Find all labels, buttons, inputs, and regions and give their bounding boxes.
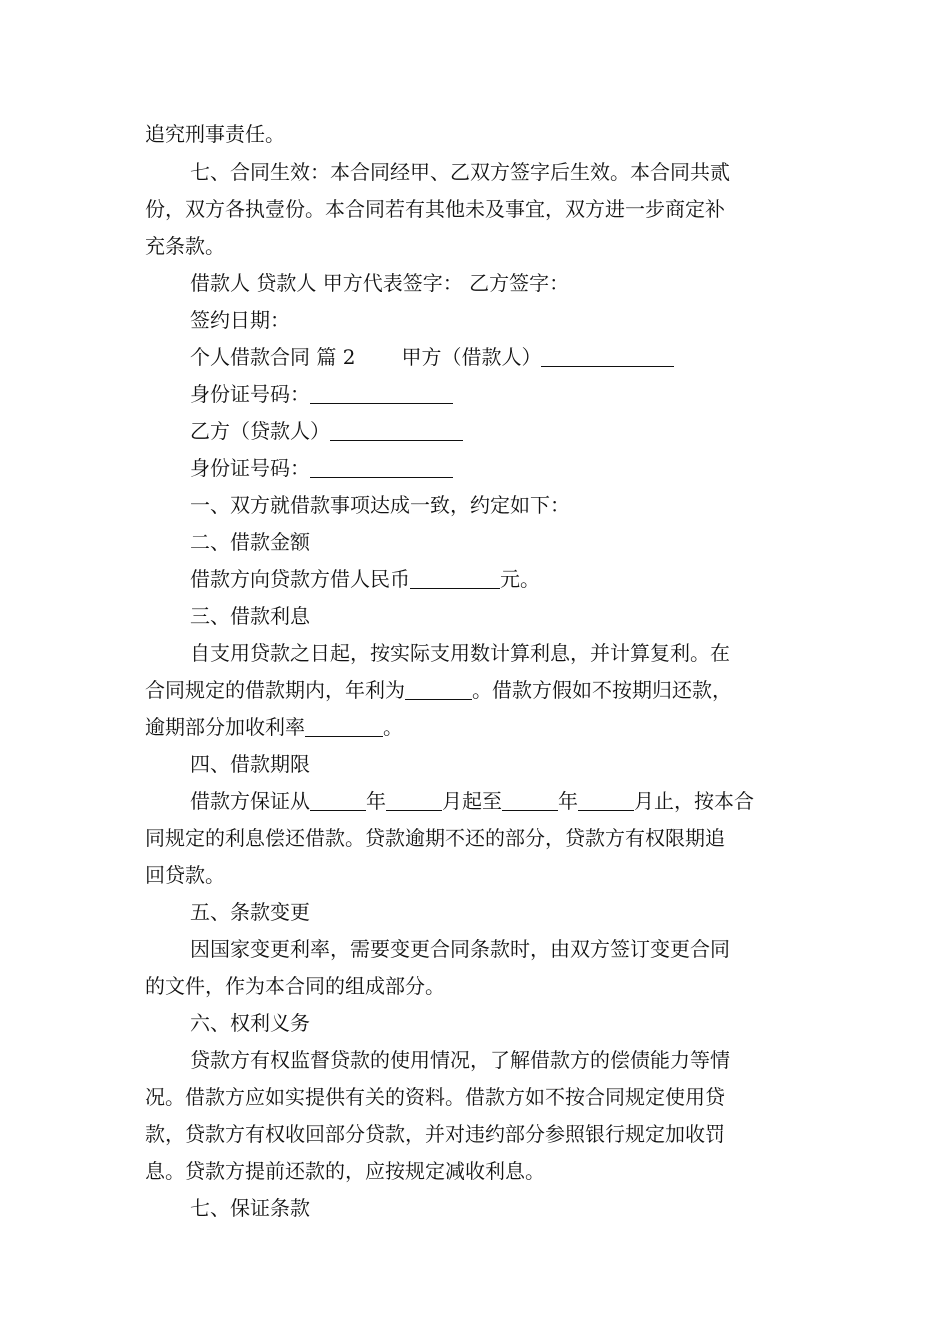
contract-heading-line bbox=[190, 339, 674, 376]
id-number-label: 身份证号码： bbox=[190, 382, 310, 406]
text-line: 的文件，作为本合同的组成部分。 bbox=[145, 974, 445, 998]
text-span: 。 bbox=[383, 715, 403, 739]
start-year-blank bbox=[310, 788, 366, 811]
text-line: 充条款。 bbox=[145, 234, 225, 258]
text-line bbox=[190, 783, 754, 820]
section-heading: 五、条款变更 bbox=[190, 900, 310, 924]
text-line: 七、合同生效：本合同经甲、乙双方签字后生效。本合同共贰 bbox=[190, 160, 730, 184]
text-span: 逾期部分加收利率 bbox=[145, 715, 305, 739]
text-line: 款，贷款方有权收回部分贷款，并对违约部分参照银行规定加收罚 bbox=[145, 1122, 725, 1146]
section-heading: 二、借款金额 bbox=[190, 530, 310, 554]
text-span: 月止，按本合 bbox=[634, 789, 754, 813]
text-line: 份，双方各执壹份。本合同若有其他未及事宜，双方进一步商定补 bbox=[145, 197, 725, 221]
text-line: 追究刑事责任。 bbox=[145, 122, 285, 146]
text-span: 年 bbox=[558, 789, 578, 813]
field-line bbox=[190, 450, 453, 487]
section-heading: 一、双方就借款事项达成一致，约定如下： bbox=[190, 493, 570, 517]
text-line: 贷款方有权监督贷款的使用情况，了解借款方的偿债能力等情 bbox=[190, 1048, 730, 1072]
text-line: 自支用贷款之日起，按实际支用数计算利息，并计算复利。在 bbox=[190, 641, 730, 665]
text-span: 借款方向贷款方借人民币 bbox=[190, 567, 410, 591]
party-b-blank bbox=[330, 418, 463, 441]
field-line bbox=[190, 376, 453, 413]
end-year-blank bbox=[502, 788, 558, 811]
text-line bbox=[190, 561, 540, 598]
id-number-blank bbox=[310, 381, 453, 404]
text-line: 回贷款。 bbox=[145, 863, 225, 887]
section-heading: 六、权利义务 bbox=[190, 1011, 310, 1035]
text-line: 因国家变更利率，需要变更合同条款时，由双方签订变更合同 bbox=[190, 937, 730, 961]
annual-rate-blank bbox=[405, 677, 472, 700]
text-span: 月起至 bbox=[442, 789, 502, 813]
section-heading: 三、借款利息 bbox=[190, 604, 310, 628]
party-a-label: 甲方（借款人） bbox=[401, 345, 542, 369]
text-span: 合同规定的借款期内，年利为 bbox=[145, 678, 405, 702]
id-number-blank bbox=[310, 455, 453, 478]
party-b-label: 乙方（贷款人） bbox=[190, 419, 330, 443]
field-line bbox=[190, 413, 463, 450]
text-line: 息。贷款方提前还款的，应按规定减收利息。 bbox=[145, 1159, 545, 1183]
contract-title: 个人借款合同 篇 2 bbox=[190, 345, 356, 369]
signature-line: 借款人 贷款人 甲方代表签字： 乙方签字： bbox=[190, 271, 570, 295]
amount-blank bbox=[410, 566, 500, 589]
text-line: 同规定的利息偿还借款。贷款逾期不还的部分，贷款方有权限期追 bbox=[145, 826, 725, 850]
party-a-blank bbox=[541, 344, 674, 367]
section-heading: 七、保证条款 bbox=[190, 1196, 310, 1220]
section-heading: 四、借款期限 bbox=[190, 752, 310, 776]
text-line bbox=[145, 709, 403, 746]
text-span: 元。 bbox=[500, 567, 540, 591]
signing-date-label: 签约日期： bbox=[190, 308, 290, 332]
text-span: 年 bbox=[366, 789, 386, 813]
text-span: 借款方保证从 bbox=[190, 789, 310, 813]
text-line: 况。借款方应如实提供有关的资料。借款方如不按合同规定使用贷 bbox=[145, 1085, 725, 1109]
text-line bbox=[145, 672, 732, 709]
end-month-blank bbox=[578, 788, 634, 811]
id-number-label: 身份证号码： bbox=[190, 456, 310, 480]
start-month-blank bbox=[386, 788, 442, 811]
text-span: 。借款方假如不按期归还款， bbox=[472, 678, 732, 702]
penalty-rate-blank bbox=[305, 714, 383, 737]
